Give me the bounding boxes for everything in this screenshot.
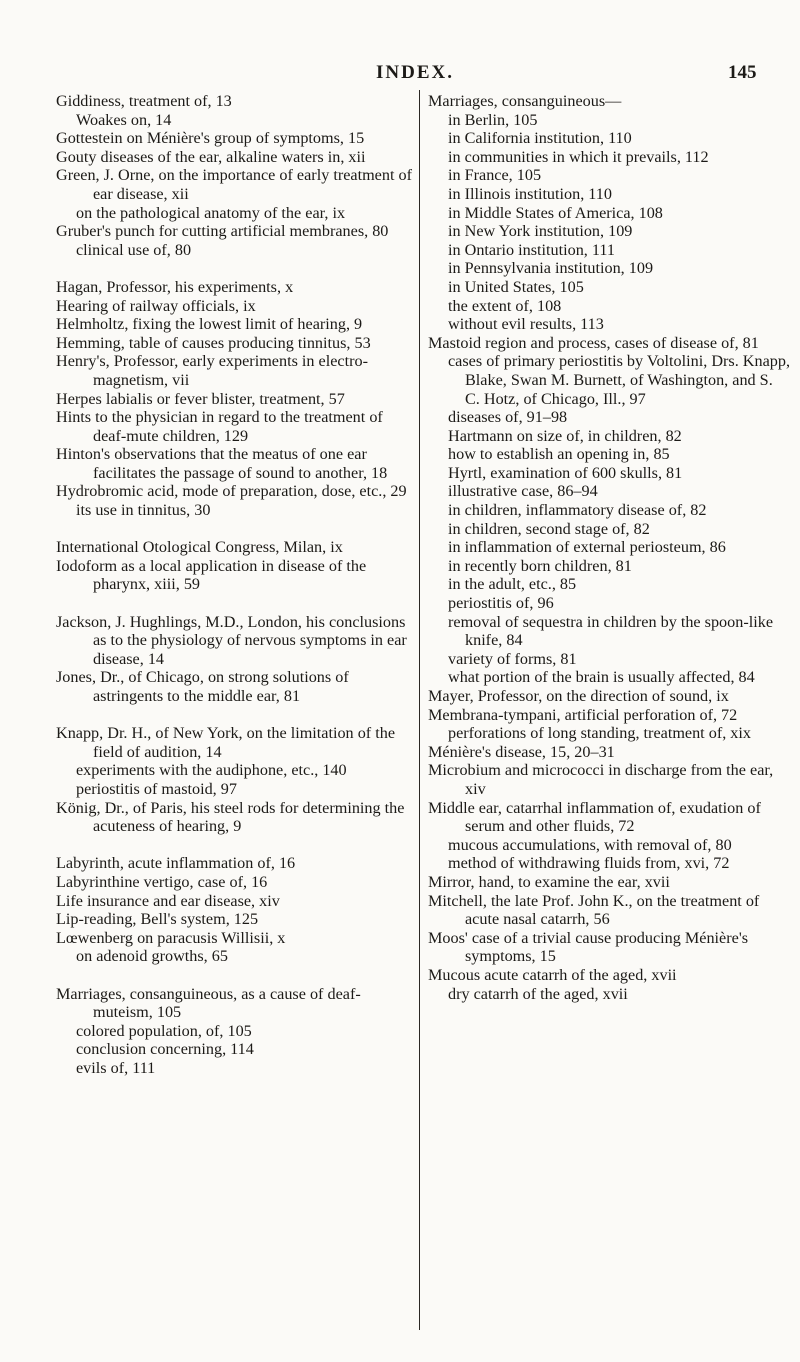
index-entry: Marriages, consanguineous, as a cause of deaf-muteism, 105 — [56, 984, 361, 1022]
index-entry: method of withdrawing fluids from, xvi, 72 — [448, 854, 730, 873]
index-entry: in Middle States of America, 108 — [448, 203, 663, 222]
page-number: 145 — [728, 62, 757, 83]
index-entry: periostitis of mastoid, 97 — [76, 779, 237, 798]
index-entry: Hyrtl, examination of 600 skulls, 81 — [448, 463, 683, 482]
index-entry: experiments with the audiphone, etc., 140 — [76, 761, 347, 780]
index-entry: dry catarrh of the aged, xvii — [448, 984, 628, 1003]
index-column-left — [56, 92, 416, 1077]
index-entry: in recently born children, 81 — [448, 556, 632, 575]
index-entry: Henry's, Professor, early experiments in electro-magnetism, vii — [56, 352, 368, 389]
index-entry: its use in tinnitus, 30 — [76, 501, 211, 520]
index-entry: Woakes on, 14 — [76, 110, 172, 129]
index-entry: Jones, Dr., of Chicago, on strong solutions of astringents to the middle ear, 81 — [56, 668, 349, 705]
index-entry: mucous accumulations, with removal of, 80 — [448, 835, 732, 854]
index-entry: variety of forms, 81 — [448, 649, 577, 668]
index-entry: in Pennsylvania institution, 109 — [448, 259, 654, 278]
index-entry: without evil results, 113 — [448, 315, 604, 334]
index-entry: removal of sequestra in children by the spoon-like knife, 84 — [448, 612, 774, 650]
index-entry: colored population, of, 105 — [76, 1021, 252, 1040]
index-entry: Knapp, Dr. H., of New York, on the limitation of the field of audition, 14 — [56, 724, 396, 761]
index-entry: Life insurance and ear disease, xiv — [56, 891, 280, 910]
index-entry: in Ontario institution, 111 — [448, 240, 615, 259]
index-entry: Moos' case of a trivial cause producing Ménière's symptoms, 15 — [428, 928, 749, 966]
index-entry: Ménière's disease, 15, 20–31 — [428, 742, 615, 761]
index-entry: in inflammation of external periosteum, 86 — [448, 538, 726, 557]
index-entry: Labyrinth, acute inflammation of, 16 — [56, 854, 296, 873]
index-entry: Helmholtz, fixing the lowest limit of hearing, 9 — [56, 315, 363, 334]
index-entry: Gouty diseases of the ear, alkaline waters in, xii — [56, 147, 366, 166]
running-title: INDEX. — [376, 62, 454, 83]
index-entry: Gottestein on Ménière's group of symptoms, 15 — [56, 129, 365, 148]
index-entry: König, Dr., of Paris, his steel rods for determining the acuteness of hearing, 9 — [56, 798, 405, 836]
page-header — [0, 0, 800, 83]
index-entry: Membrana-tympani, artificial perforation of, 72 — [428, 705, 738, 724]
index-entry: perforations of long standing, treatment of, xix — [448, 724, 751, 743]
index-entry: Marriages, consanguineous— — [428, 92, 622, 110]
index-entry: in communities in which it prevails, 112 — [448, 147, 709, 166]
index-entry: Mitchell, the late Prof. John K., on the treatment of acute nasal catarrh, 56 — [428, 891, 760, 929]
index-entry: illustrative case, 86–94 — [448, 482, 598, 501]
index-entry: Herpes labialis or fever blister, treatment, 57 — [56, 389, 345, 408]
index-entry: the extent of, 108 — [448, 296, 562, 315]
index-entry: Mayer, Professor, on the direction of sound, ix — [428, 687, 729, 705]
index-entry: Hearing of railway officials, ix — [56, 296, 256, 315]
index-entry: in the adult, etc., 85 — [448, 575, 577, 594]
index-entry: Hartmann on size of, in children, 82 — [448, 426, 682, 445]
column-divider — [419, 90, 420, 1330]
index-entry: conclusion concerning, 114 — [76, 1040, 254, 1059]
index-entry: diseases of, 91–98 — [448, 408, 568, 427]
index-entry: Lip-reading, Bell's system, 125 — [56, 910, 259, 929]
index-entry: in California institution, 110 — [448, 129, 632, 148]
index-entry: in children, second stage of, 82 — [448, 519, 650, 538]
index-entry: in Berlin, 105 — [448, 110, 538, 129]
index-entry: Mirror, hand, to examine the ear, xvii — [428, 872, 670, 891]
index-entry: clinical use of, 80 — [76, 240, 192, 259]
index-entry: International Otological Congress, Milan, ix — [56, 538, 343, 557]
index-entry: Iodoform as a local application in disease of the pharynx, xiii, 59 — [56, 556, 367, 594]
index-entry: periostitis of, 96 — [448, 594, 554, 613]
index-entry: in children, inflammatory disease of, 82 — [448, 501, 707, 520]
index-entry: in Illinois institution, 110 — [448, 184, 612, 203]
index-entry: in United States, 105 — [448, 277, 584, 296]
index-entry: Hints to the physician in regard to the treatment of deaf-mute children, 129 — [56, 408, 383, 445]
index-entry: Giddiness, treatment of, 13 — [56, 92, 232, 110]
index-entry: how to establish an opening in, 85 — [448, 445, 670, 464]
index-entry: Hagan, Professor, his experiments, x — [56, 277, 294, 296]
index-entry: Hinton's observations that the meatus of one ear facilitates the passage of sound to another, 18 — [56, 445, 388, 482]
index-column-right — [428, 92, 790, 1003]
index-entry: in New York institution, 109 — [448, 222, 633, 241]
index-entry: on adenoid growths, 65 — [76, 947, 228, 966]
index-entry: Labyrinthine vertigo, case of, 16 — [56, 872, 268, 891]
index-entry: Middle ear, catarrhal inflammation of, exudation of serum and other fluids, 72 — [428, 798, 761, 836]
index-entry: evils of, 111 — [76, 1058, 156, 1077]
index-entry: Jackson, J. Hughlings, M.D., London, his conclusions as to the physiology of nervous symptoms in ear disease, 14 — [56, 612, 407, 668]
index-entry: Hydrobromic acid, mode of preparation, dose, etc., 29 — [56, 482, 407, 501]
index-entry: Mastoid region and process, cases of disease of, 81 — [428, 333, 759, 352]
index-entry: Mucous acute catarrh of the aged, xvii — [428, 965, 677, 984]
index-entry: in France, 105 — [448, 166, 542, 185]
index-entry: Gruber's punch for cutting artificial membranes, 80 — [56, 222, 389, 241]
index-entry: Microbium and micrococci in discharge from the ear, xiv — [428, 761, 774, 798]
index-entry: on the pathological anatomy of the ear, ix — [76, 203, 346, 222]
index-entry: Green, J. Orne, on the importance of early treatment of ear disease, xii — [56, 166, 412, 203]
index-entry: Lœwenberg on paracusis Willisii, x — [56, 928, 286, 947]
index-entry: what portion of the brain is usually affected, 84 — [448, 668, 755, 687]
index-entry: cases of primary periostitis by Voltolini, Drs. Knapp, Blake, Swan M. Burnett, of Washington, and S. C. Hotz, of Chicago, Ill., 97 — [448, 352, 790, 408]
index-entry: Hemming, table of causes producing tinnitus, 53 — [56, 333, 371, 352]
